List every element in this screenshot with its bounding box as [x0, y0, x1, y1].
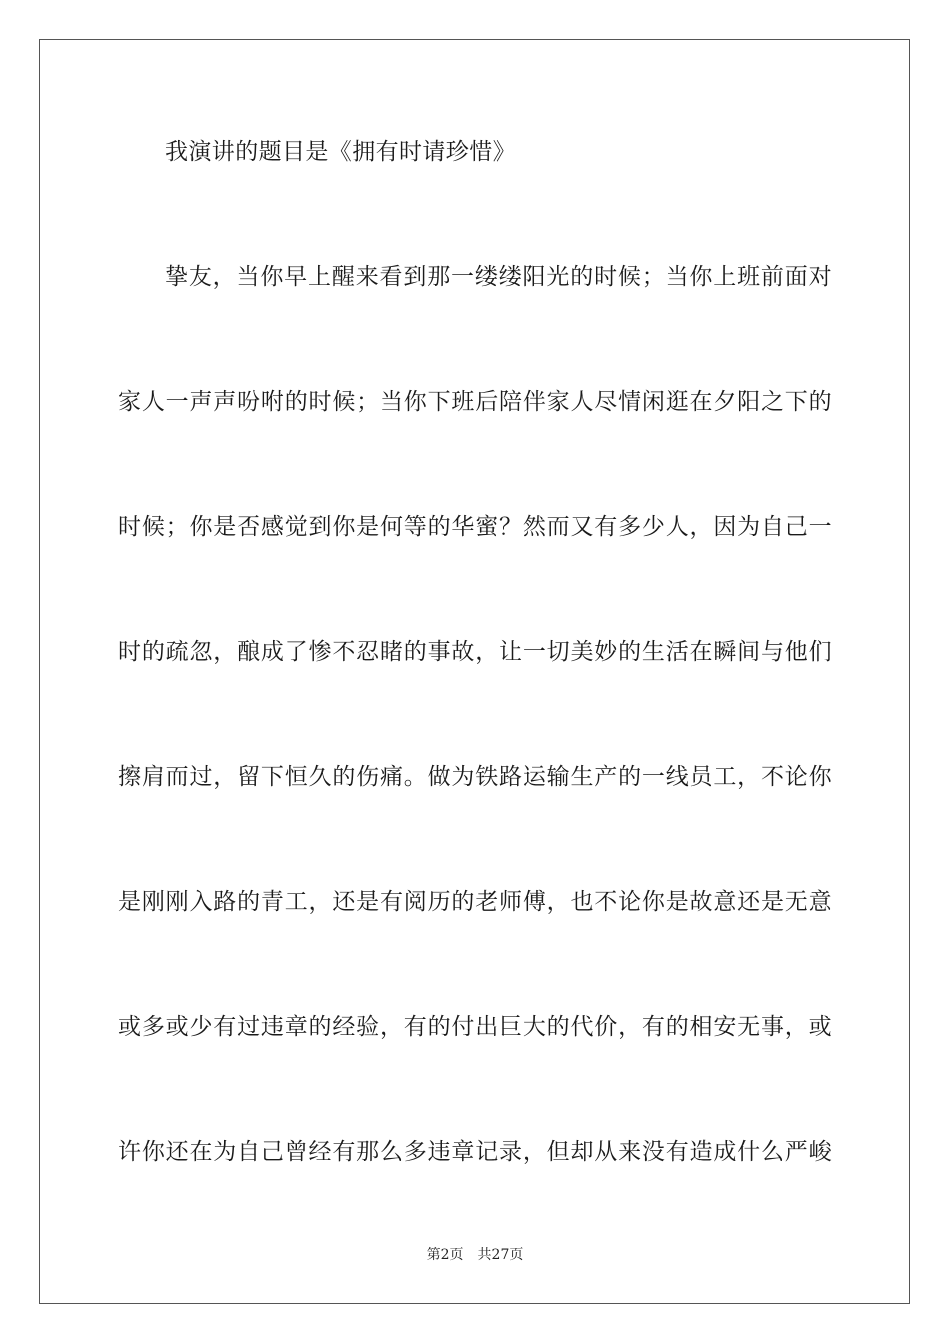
paragraph-line-3: 时候；你是否感觉到你是何等的华蜜？然而又有多少人，因为自己一: [118, 514, 832, 540]
paragraph-line-7: 或多或少有过违章的经验，有的付出巨大的代价，有的相安无事，或: [118, 1014, 832, 1040]
page-footer: [0, 1246, 950, 1264]
paragraph-line-6: 是刚刚入路的青工，还是有阅历的老师傅，也不论你是故意还是无意: [118, 889, 832, 915]
paragraph-line-5: 擦肩而过，留下恒久的伤痛。做为铁路运输生产的一线员工，不论你: [118, 764, 832, 790]
paragraph-line-4: 时的疏忽，酿成了惨不忍睹的事故，让一切美妙的生活在瞬间与他们: [118, 639, 832, 665]
paragraph-line-1: 挚友，当你早上醒来看到那一缕缕阳光的时候；当你上班前面对: [165, 264, 832, 290]
speech-title-line: 我演讲的题目是《拥有时请珍惜》: [165, 139, 516, 165]
paragraph-line-8: 许你还在为自己曾经有那么多违章记录，但却从来没有造成什么严峻: [118, 1139, 832, 1165]
page-number: 第2页: [426, 1247, 464, 1263]
page-total: 共27页: [477, 1247, 524, 1263]
page-border: [39, 39, 910, 1304]
paragraph-line-2: 家人一声声吩咐的时候；当你下班后陪伴家人尽情闲逛在夕阳之下的: [118, 389, 832, 415]
